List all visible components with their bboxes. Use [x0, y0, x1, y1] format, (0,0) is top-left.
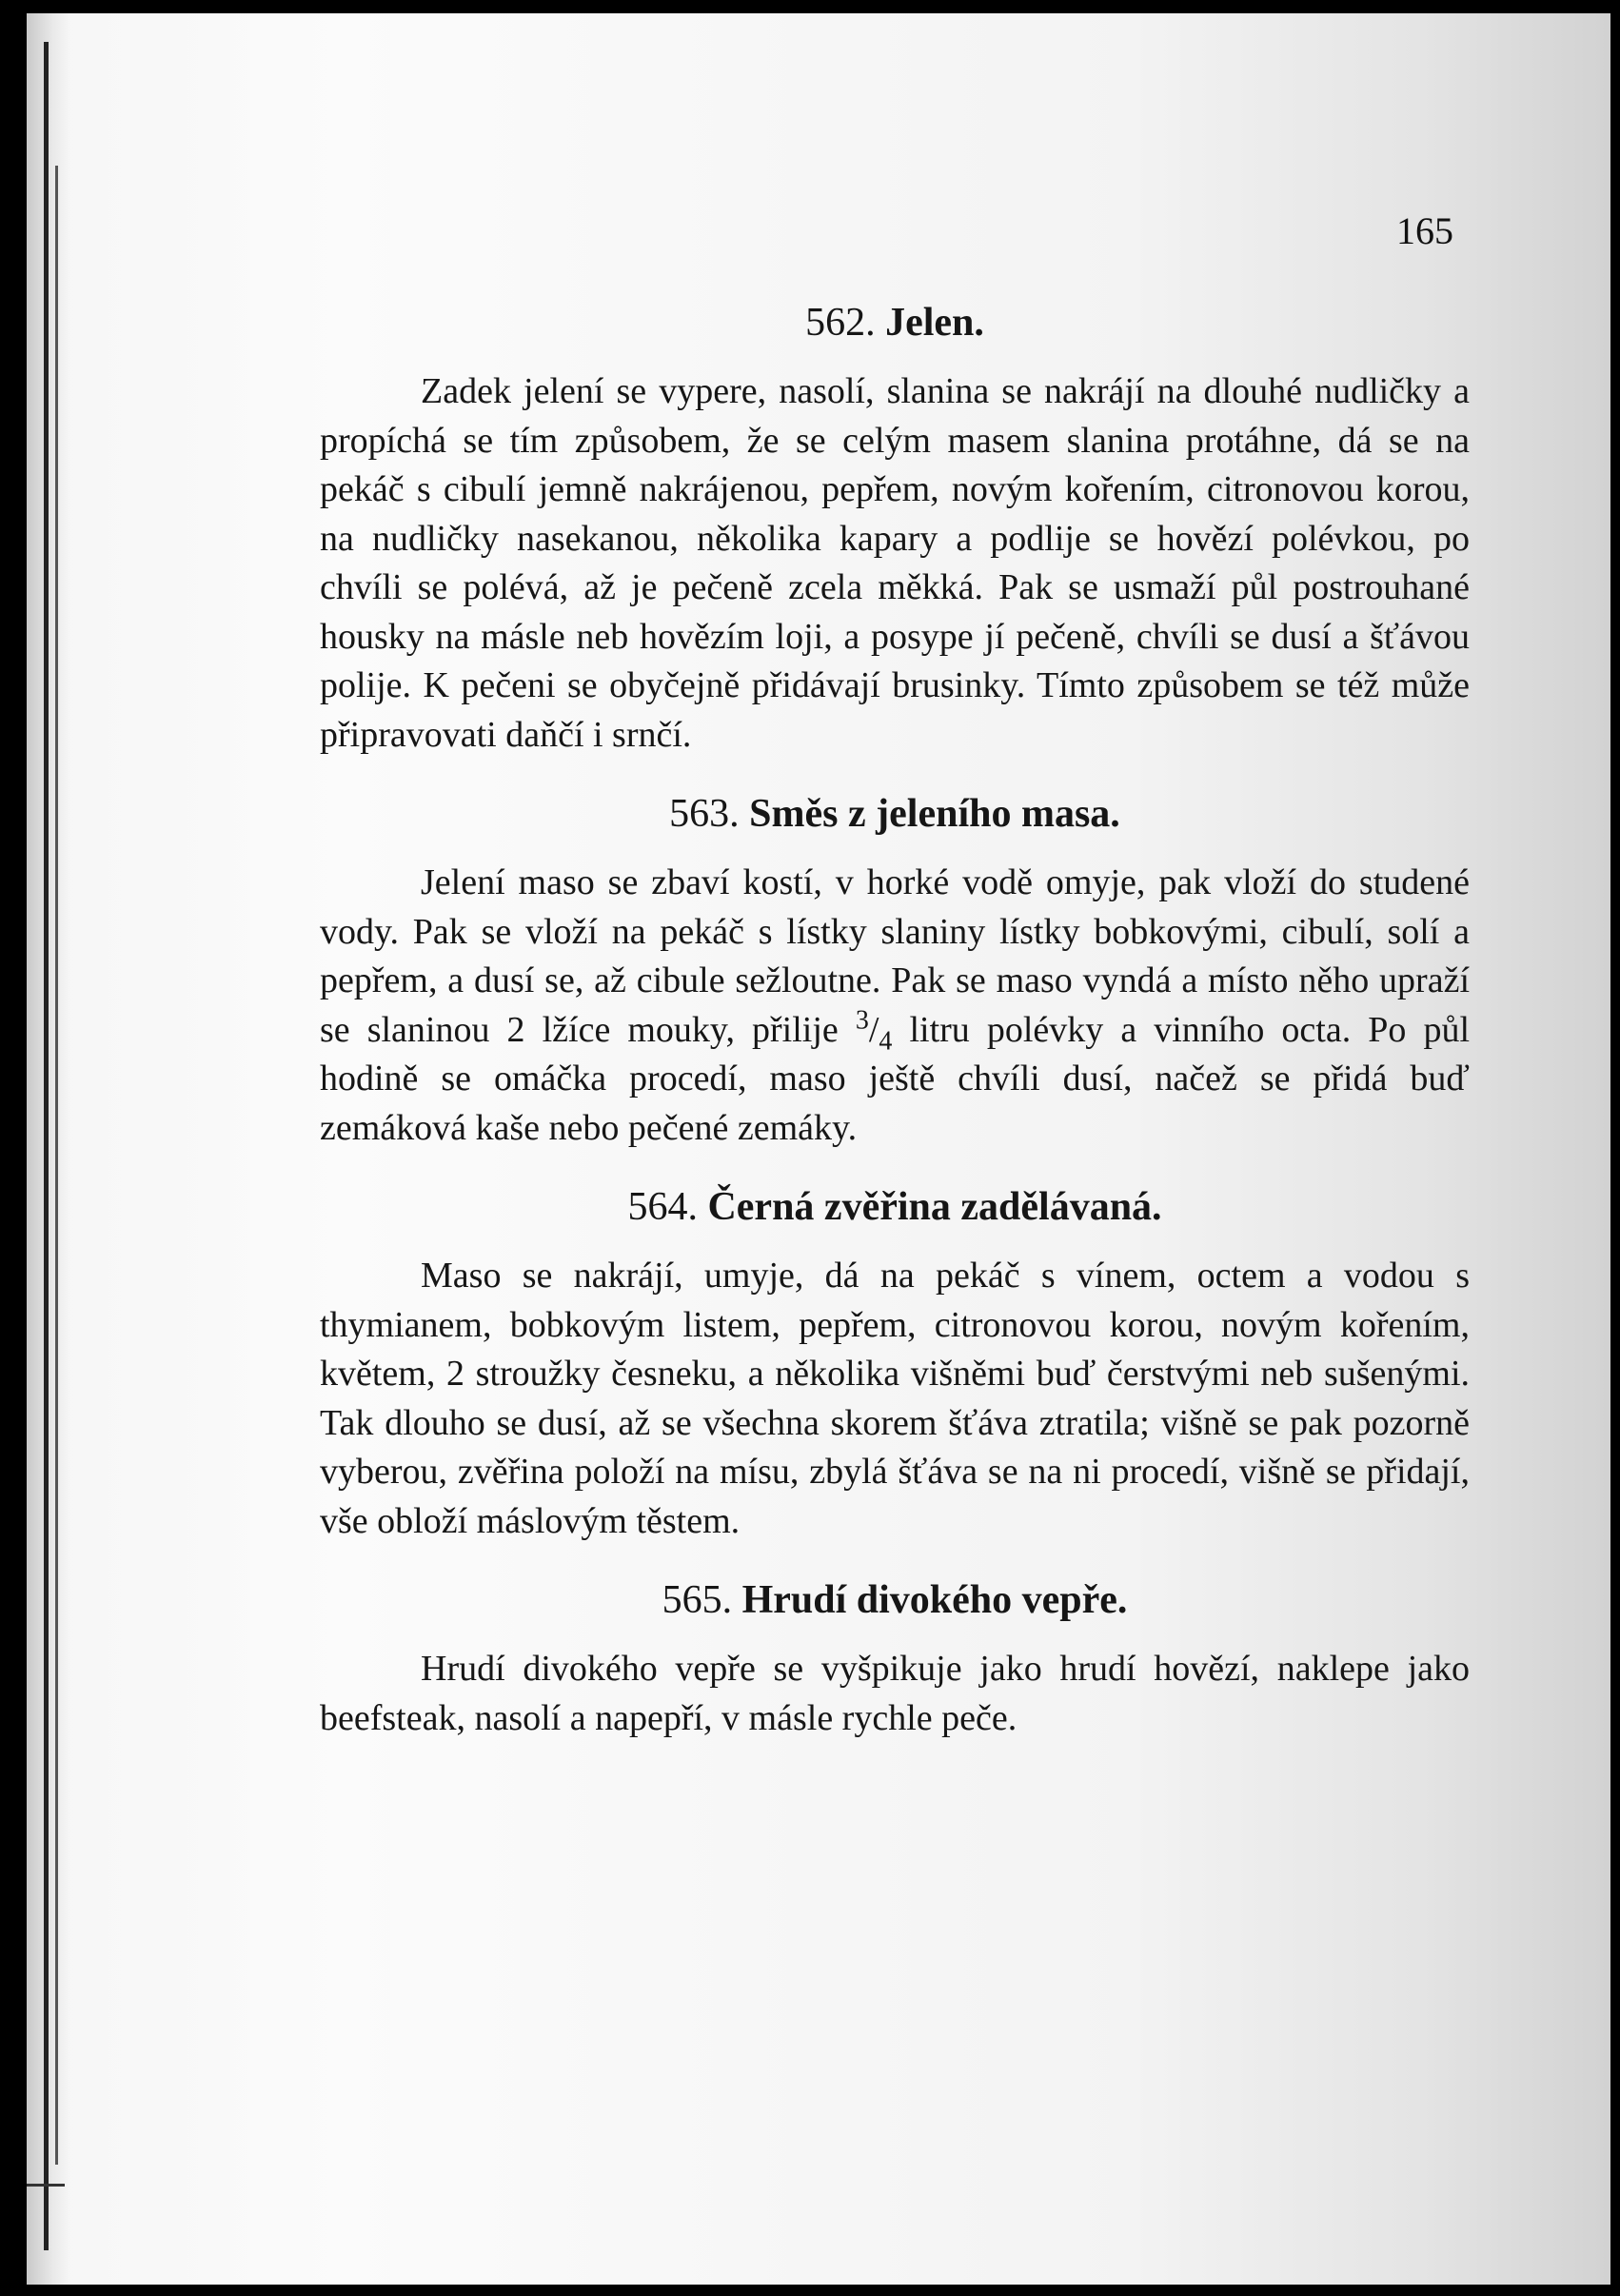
recipe-title: Jelen.	[885, 301, 984, 345]
recipe-number: 565.	[662, 1578, 733, 1622]
recipe-title: Směs z jeleního masa.	[749, 792, 1120, 836]
recipe-heading-562	[320, 295, 1470, 350]
recipe-text-565: Hrudí divokého vepře se vyšpikuje jako hrudí hovězí, naklepe jako beefsteak, nasolí a napepří, v másle rychle peče.	[320, 1649, 1470, 1738]
page-content	[320, 295, 1470, 1770]
gutter-line	[44, 42, 49, 2250]
gutter-tick-mark	[27, 2184, 65, 2187]
gutter-line-inner	[55, 166, 58, 2165]
recipe-heading-565	[320, 1573, 1470, 1628]
recipe-text-part: litru polévky a vinního octa. Po půl hodině se omáčka procedí, maso ještě chvíli dusí, načež se přidá buď zemáková kaše nebo pečené zemáky.	[320, 1009, 1471, 1148]
page-number: 165	[1396, 209, 1453, 252]
recipe-number: 563.	[669, 792, 740, 836]
recipe-text-563: Jelení maso se zbaví kostí, v horké vodě omyje, pak vloží do studené vody. Pak se vloží na pekáč s lístky slaniny lístky bobkovými, cibulí, solí a pepřem, a dusí se, až cibule sežloutne. Pak se maso vyndá a místo něho upraží se slaninou 2 lžíce mouky, přilije $^3/_4$ litru polévky a vinního octa. Po půl hodině se omáčka procedí, maso ještě chvíli dusí, načež se přidá buď zemáková kaše nebo pečené zemáky.	[320, 862, 1471, 1148]
recipe-text-part: Jelení maso se zbaví kostí, v horké vodě omyje, pak vloží do studené vody. Pak se vloží na pekáč s lístky slaniny lístky bobkovými, cibulí, solí a pepřem, a dusí se, až cibule sežloutne. Pak se maso vyndá a místo něho upraží se slaninou 2 lžíce mouky, přilije	[320, 862, 1470, 1050]
recipe-title: Hrudí divokého vepře.	[741, 1578, 1128, 1622]
fraction-denominator: 4	[879, 1026, 893, 1057]
recipe-number: 562.	[805, 301, 876, 345]
fraction-numerator: 3	[855, 1004, 869, 1035]
recipe-title: Černá zvěřina zadělávaná.	[707, 1185, 1162, 1229]
binding-gutter	[27, 13, 70, 2285]
recipe-heading-564	[320, 1179, 1470, 1235]
recipe-number: 564.	[627, 1185, 698, 1229]
recipe-text-564: Maso se nakrájí, umyje, dá na pekáč s vínem, octem a vodou s thymianem, bobkovým listem, pepřem, citronovou korou, novým kořením, květem, 2 stroužky česneku, a několika višněmi buď čerstvými neb sušenými. Tak dlouho se dusí, až se všechna skorem šťáva ztratila; višně se pak pozorně vyberou, zvěřina položí na mísu, zbylá šťáva se na ni procedí, višně se přidají, vše obloží máslovým těstem.	[320, 1256, 1470, 1541]
recipe-text-562: Zadek jelení se vypere, nasolí, slanina se nakrájí na dlouhé nudličky a propíchá se tím způsobem, že se celým masem slanina protáhne, dá se na pekáč s cibulí jemně nakrájenou, pepřem, novým kořením, citronovou korou, na nudličky nasekanou, několika kapary a podlije se hovězí polévkou, po chvíli se polévá, až je pečeně zcela měkká. Pak se usmaží půl postrouhané housky na másle neb hovězím loji, a posype jí pečeně, chvíli se dusí a šťávou polije. K pečeni se obyčejně přidávají brusinky. Tímto způsobem se též může připravovati daňčí i srnčí.	[320, 371, 1470, 755]
recipe-heading-563	[320, 786, 1470, 841]
book-page	[27, 13, 1610, 2285]
